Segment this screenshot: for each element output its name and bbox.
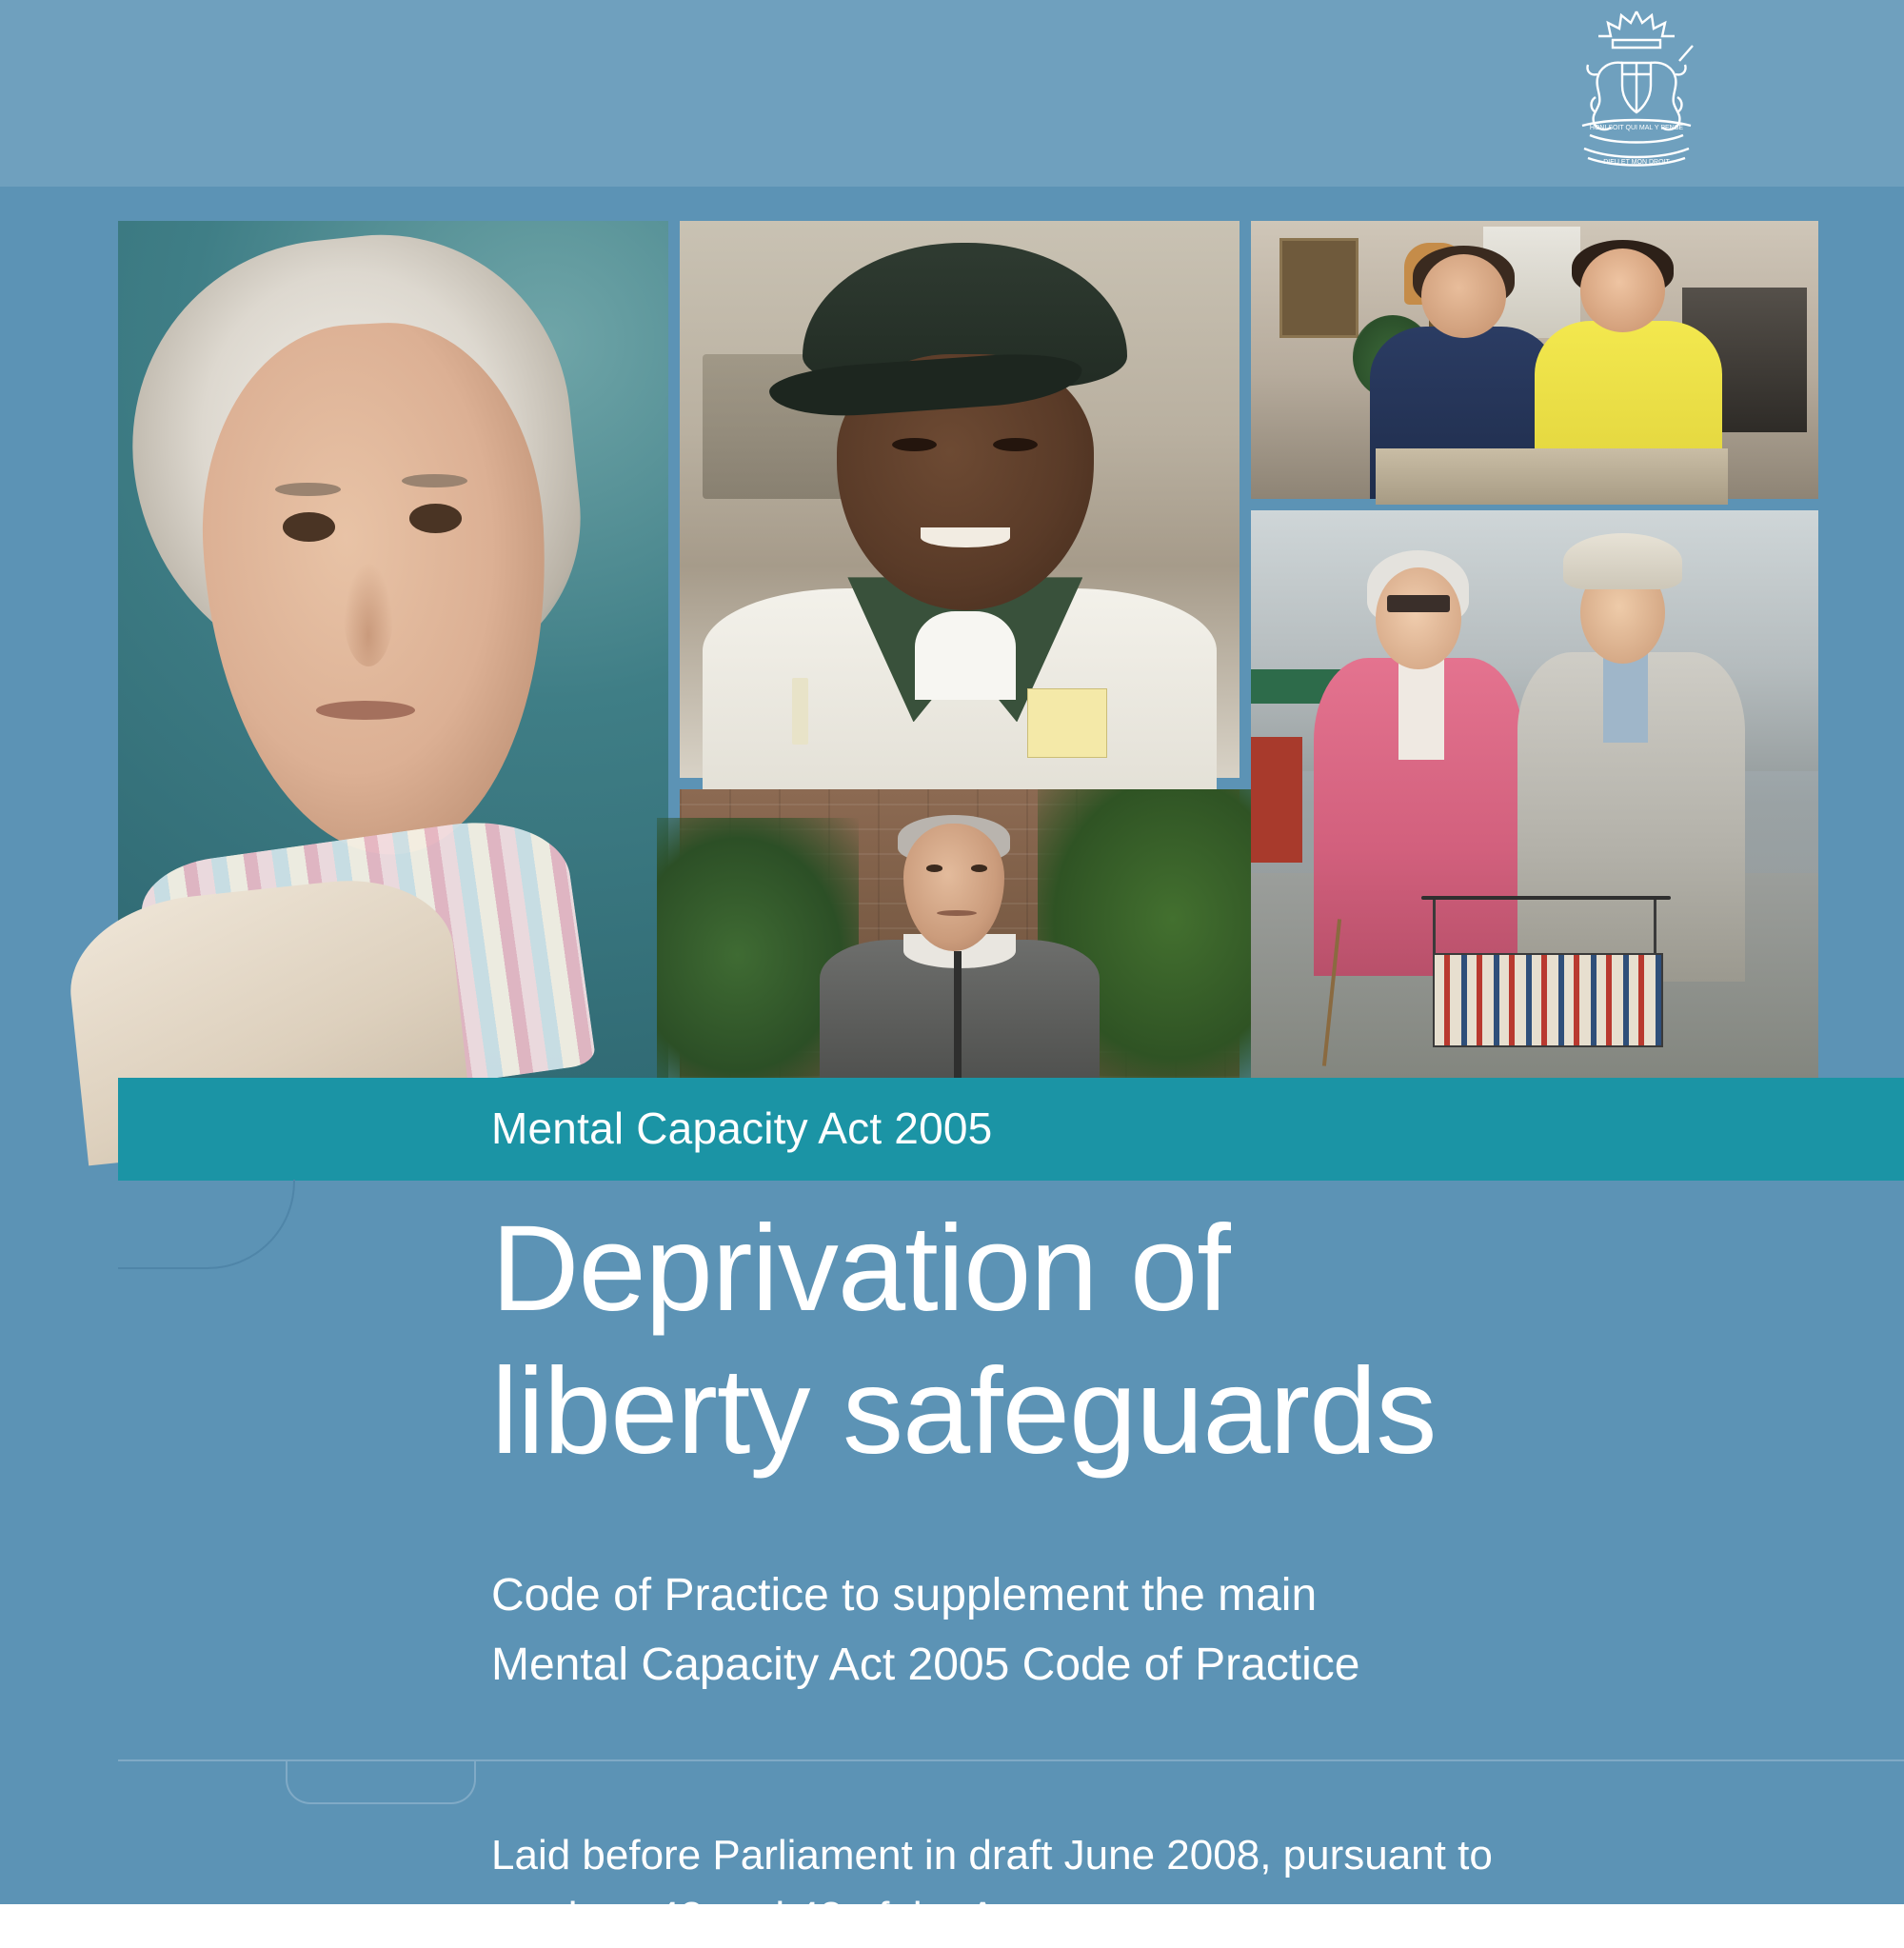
subtitle-line-1: Code of Practice to supplement the main <box>491 1570 1318 1620</box>
photo-older-couple <box>1251 510 1818 1078</box>
footer-tab-notch <box>286 1760 476 1804</box>
footnote-line-1: Laid before Parliament in draft June 2008, pursuant to <box>491 1832 1493 1878</box>
act-title: Mental Capacity Act 2005 <box>491 1103 993 1153</box>
footnote-line-2: sections 42 and 43 of the Act <box>491 1894 1030 1941</box>
act-title-band <box>118 1078 1904 1181</box>
photo-man-in-cap <box>680 221 1240 778</box>
title-line-1: Deprivation of <box>491 1201 1230 1337</box>
page-title <box>491 1198 1843 1483</box>
parliament-footnote <box>491 1824 1805 1948</box>
svg-text:HONI SOIT QUI MAL Y PENSE: HONI SOIT QUI MAL Y PENSE <box>1589 125 1684 131</box>
title-line-2: liberty safeguards <box>491 1342 1437 1480</box>
subtitle <box>491 1561 1767 1700</box>
subtitle-line-2: Mental Capacity Act 2005 Code of Practice <box>491 1639 1360 1690</box>
cover-photo-collage <box>118 221 1818 1078</box>
photo-man-in-garden <box>680 789 1240 1078</box>
royal-coat-of-arms-icon <box>1556 6 1717 173</box>
photo-elderly-woman <box>118 221 668 1078</box>
photo-couple-seated <box>1251 221 1818 499</box>
svg-text:DIEU ET MON DROIT: DIEU ET MON DROIT <box>1603 159 1670 166</box>
